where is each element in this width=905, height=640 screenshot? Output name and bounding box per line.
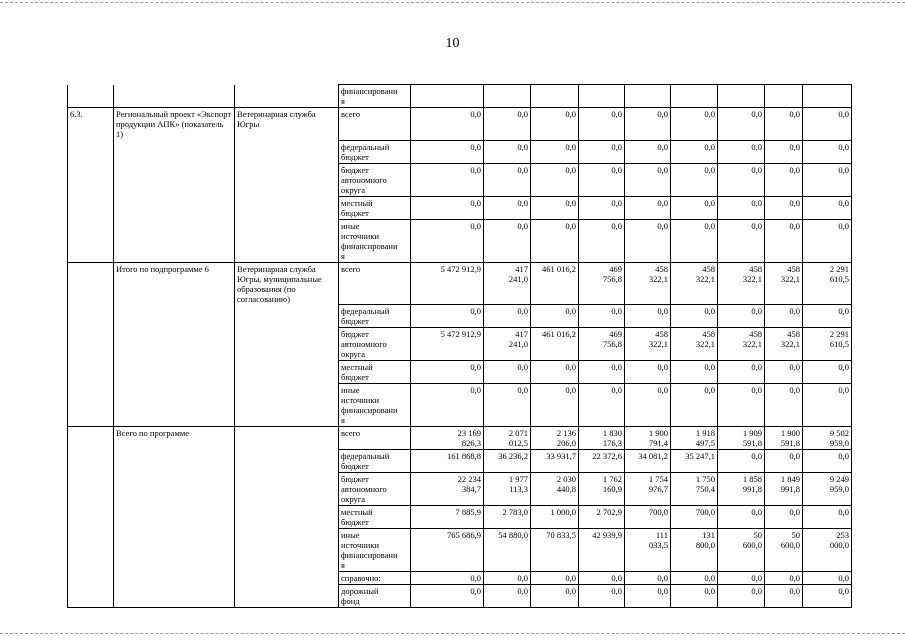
value-cell: 0,0 — [579, 108, 625, 141]
value-cell — [579, 85, 625, 108]
value-cell: 0,0 — [411, 219, 484, 262]
section-code-cell — [68, 328, 114, 361]
section-executor-cell — [235, 305, 339, 328]
section-executor-cell — [235, 219, 339, 262]
value-cell: 0,0 — [411, 196, 484, 219]
section-executor-cell — [235, 473, 339, 506]
value-cell: 0,0 — [803, 196, 852, 219]
section-name-cell — [114, 427, 235, 450]
source-cell: федеральный бюджет — [339, 450, 411, 473]
section-code-cell — [68, 305, 114, 328]
value-cell: 0,0 — [625, 219, 671, 262]
value-cell: 22 234 384,7 — [411, 473, 484, 506]
value-cell: 0,0 — [765, 219, 803, 262]
value-cell: 0,0 — [765, 384, 803, 427]
value-cell: 458 322,1 — [625, 328, 671, 361]
table-row — [68, 506, 852, 529]
value-cell: 2 071 012,5 — [484, 427, 531, 450]
value-cell: 9 249 959,0 — [803, 473, 852, 506]
value-cell: 0,0 — [484, 196, 531, 219]
value-cell: 700,0 — [625, 506, 671, 529]
section-code-cell — [68, 108, 114, 141]
value-cell: 0,0 — [765, 108, 803, 141]
value-cell: 0,0 — [803, 163, 852, 196]
value-cell: 0,0 — [484, 140, 531, 163]
value-cell: 0,0 — [625, 140, 671, 163]
table-row — [68, 219, 852, 262]
section-executor-cell — [235, 140, 339, 163]
table-row — [68, 529, 852, 572]
value-cell: 765 686,9 — [411, 529, 484, 572]
value-cell: 0,0 — [531, 384, 579, 427]
value-cell: 0,0 — [765, 361, 803, 384]
section-executor-cell — [235, 163, 339, 196]
section-name-cell — [114, 585, 235, 608]
value-cell: 0,0 — [765, 305, 803, 328]
source-cell: всего — [339, 427, 411, 450]
value-cell: 0,0 — [531, 585, 579, 608]
section-executor-cell — [235, 427, 339, 450]
section-name-cell — [114, 196, 235, 219]
section-name-cell — [114, 140, 235, 163]
value-cell: 2 783,0 — [484, 506, 531, 529]
table-row — [68, 108, 852, 141]
value-cell: 0,0 — [803, 572, 852, 585]
value-cell: 0,0 — [625, 361, 671, 384]
section-executor-cell — [235, 361, 339, 384]
table-row — [68, 196, 852, 219]
value-cell: 0,0 — [579, 384, 625, 427]
value-cell — [484, 85, 531, 108]
value-cell: 0,0 — [765, 572, 803, 585]
value-cell: 0,0 — [671, 108, 718, 141]
section-code-cell — [68, 506, 114, 529]
value-cell — [803, 85, 852, 108]
section-name-cell — [114, 506, 235, 529]
value-cell: 33 931,7 — [531, 450, 579, 473]
section-name-cell — [114, 361, 235, 384]
value-cell: 458 322,1 — [625, 262, 671, 305]
source-cell: иные источники финансировани я — [339, 219, 411, 262]
value-cell: 0,0 — [718, 572, 765, 585]
value-cell: 0,0 — [484, 108, 531, 141]
section-name-cell — [114, 384, 235, 427]
table-row — [68, 585, 852, 608]
value-cell: 417 241,0 — [484, 262, 531, 305]
table-row — [68, 473, 852, 506]
value-cell: 34 081,2 — [625, 450, 671, 473]
value-cell: 0,0 — [671, 219, 718, 262]
value-cell: 0,0 — [718, 450, 765, 473]
source-cell: иные источники финансировани я — [339, 384, 411, 427]
value-cell: 0,0 — [803, 305, 852, 328]
value-cell: 0,0 — [671, 572, 718, 585]
value-cell: 0,0 — [531, 219, 579, 262]
value-cell: 0,0 — [671, 305, 718, 328]
value-cell: 0,0 — [765, 163, 803, 196]
source-cell: финансировани я — [339, 85, 411, 108]
value-cell: 0,0 — [671, 163, 718, 196]
table-row — [68, 140, 852, 163]
table-row — [68, 328, 852, 361]
section-code-cell — [68, 163, 114, 196]
source-cell: дорожный фонд — [339, 585, 411, 608]
value-cell: 0,0 — [411, 384, 484, 427]
section-name-cell-text: Региональный проект «Экспорт продукции АПК» (показатель 1) — [116, 109, 232, 139]
value-cell: 469 756,8 — [579, 262, 625, 305]
scan-edge-bottom — [0, 633, 905, 634]
section-code-cell — [68, 572, 114, 585]
value-cell: 0,0 — [579, 163, 625, 196]
value-cell: 0,0 — [765, 196, 803, 219]
name-cell — [114, 85, 235, 108]
value-cell: 1 830 176,3 — [579, 427, 625, 450]
value-cell: 0,0 — [411, 572, 484, 585]
code-cell — [68, 85, 114, 108]
value-cell: 0,0 — [531, 361, 579, 384]
table-row — [68, 572, 852, 585]
value-cell: 458 322,1 — [765, 328, 803, 361]
section-code-cell — [68, 361, 114, 384]
value-cell: 0,0 — [579, 196, 625, 219]
value-cell: 1 900 591,8 — [765, 427, 803, 450]
value-cell: 0,0 — [579, 585, 625, 608]
value-cell: 0,0 — [531, 305, 579, 328]
value-cell: 1 900 791,4 — [625, 427, 671, 450]
value-cell: 469 756,8 — [579, 328, 625, 361]
section-name-cell-text: Всего по программе — [116, 428, 189, 438]
value-cell: 7 885,9 — [411, 506, 484, 529]
section-executor-cell — [235, 262, 339, 305]
value-cell: 0,0 — [765, 506, 803, 529]
source-cell: местный бюджет — [339, 361, 411, 384]
value-cell: 417 241,0 — [484, 328, 531, 361]
value-cell: 2 030 440,8 — [531, 473, 579, 506]
value-cell: 0,0 — [579, 140, 625, 163]
value-cell: 0,0 — [803, 585, 852, 608]
value-cell: 0,0 — [803, 219, 852, 262]
value-cell: 0,0 — [531, 163, 579, 196]
value-cell: 0,0 — [671, 196, 718, 219]
value-cell — [718, 85, 765, 108]
section-name-cell — [114, 473, 235, 506]
value-cell: 50 600,0 — [718, 529, 765, 572]
table-row — [68, 450, 852, 473]
value-cell: 458 322,1 — [671, 262, 718, 305]
page-number: 10 — [445, 36, 460, 51]
table-row — [68, 262, 852, 305]
section-code-cell — [68, 219, 114, 262]
value-cell: 0,0 — [803, 384, 852, 427]
section-code-cell — [68, 427, 114, 450]
value-cell: 458 322,1 — [765, 262, 803, 305]
value-cell: 0,0 — [411, 140, 484, 163]
value-cell: 0,0 — [803, 361, 852, 384]
value-cell: 0,0 — [411, 108, 484, 141]
value-cell: 23 169 826,3 — [411, 427, 484, 450]
value-cell: 253 000,0 — [803, 529, 852, 572]
value-cell: 0,0 — [625, 163, 671, 196]
scan-edge-top — [0, 2, 905, 3]
section-name-cell — [114, 328, 235, 361]
section-name-cell — [114, 262, 235, 305]
value-cell: 70 833,5 — [531, 529, 579, 572]
value-cell: 1 754 976,7 — [625, 473, 671, 506]
value-cell: 5 472 912,9 — [411, 328, 484, 361]
value-cell: 0,0 — [718, 140, 765, 163]
source-cell: федеральный бюджет — [339, 305, 411, 328]
value-cell: 0,0 — [579, 219, 625, 262]
value-cell: 1 750 750,4 — [671, 473, 718, 506]
value-cell: 42 939,9 — [579, 529, 625, 572]
value-cell: 9 502 959,0 — [803, 427, 852, 450]
value-cell: 0,0 — [625, 572, 671, 585]
budget-table — [67, 84, 852, 608]
value-cell: 0,0 — [579, 361, 625, 384]
section-executor-cell — [235, 108, 339, 141]
value-cell: 0,0 — [531, 140, 579, 163]
value-cell: 0,0 — [579, 572, 625, 585]
value-cell — [625, 85, 671, 108]
source-cell: бюджет автономного округа — [339, 163, 411, 196]
value-cell: 458 322,1 — [718, 262, 765, 305]
section-name-cell — [114, 450, 235, 473]
value-cell: 461 016,2 — [531, 328, 579, 361]
value-cell: 2 291 610,5 — [803, 262, 852, 305]
source-cell: всего — [339, 108, 411, 141]
value-cell: 0,0 — [625, 108, 671, 141]
value-cell: 0,0 — [411, 361, 484, 384]
value-cell: 1 762 160,9 — [579, 473, 625, 506]
value-cell: 0,0 — [718, 163, 765, 196]
section-executor-cell — [235, 585, 339, 608]
section-name-cell — [114, 529, 235, 572]
table-row — [68, 85, 852, 108]
source-cell: всего — [339, 262, 411, 305]
section-code-cell — [68, 196, 114, 219]
value-cell — [531, 85, 579, 108]
value-cell: 2 702,9 — [579, 506, 625, 529]
value-cell: 0,0 — [411, 585, 484, 608]
section-code-cell — [68, 384, 114, 427]
value-cell: 0,0 — [718, 219, 765, 262]
value-cell: 0,0 — [803, 506, 852, 529]
section-executor-cell — [235, 384, 339, 427]
section-executor-cell — [235, 196, 339, 219]
value-cell: 461 016,2 — [531, 262, 579, 305]
section-executor-cell-text: Ветеринарная служба Югры — [237, 109, 316, 129]
value-cell: 0,0 — [625, 585, 671, 608]
section-name-cell — [114, 163, 235, 196]
section-executor-cell — [235, 328, 339, 361]
source-cell: справочно: — [339, 572, 411, 585]
value-cell: 0,0 — [531, 108, 579, 141]
value-cell: 0,0 — [671, 384, 718, 427]
value-cell: 35 247,1 — [671, 450, 718, 473]
value-cell: 0,0 — [765, 450, 803, 473]
value-cell: 0,0 — [671, 140, 718, 163]
table-row — [68, 384, 852, 427]
value-cell: 0,0 — [484, 305, 531, 328]
section-code-cell — [68, 585, 114, 608]
section-code-cell — [68, 140, 114, 163]
value-cell: 0,0 — [718, 108, 765, 141]
value-cell — [411, 85, 484, 108]
source-cell: федеральный бюджет — [339, 140, 411, 163]
section-code-cell — [68, 262, 114, 305]
value-cell: 0,0 — [765, 140, 803, 163]
value-cell: 131 800,0 — [671, 529, 718, 572]
value-cell: 111 033,5 — [625, 529, 671, 572]
value-cell: 458 322,1 — [671, 328, 718, 361]
section-name-cell — [114, 219, 235, 262]
table-row — [68, 305, 852, 328]
value-cell: 50 600,0 — [765, 529, 803, 572]
section-executor-cell — [235, 450, 339, 473]
value-cell: 0,0 — [484, 384, 531, 427]
value-cell: 0,0 — [411, 163, 484, 196]
value-cell: 1 909 591,8 — [718, 427, 765, 450]
section-code-cell — [68, 473, 114, 506]
value-cell: 0,0 — [531, 572, 579, 585]
value-cell: 458 322,1 — [718, 328, 765, 361]
section-name-cell-text: Итого по подпрограмме 6 — [116, 263, 209, 274]
source-cell: местный бюджет — [339, 506, 411, 529]
value-cell: 54 880,0 — [484, 529, 531, 572]
value-cell: 0,0 — [484, 219, 531, 262]
source-cell: бюджет автономного округа — [339, 473, 411, 506]
table-row — [68, 163, 852, 196]
table-row — [68, 427, 852, 450]
value-cell: 0,0 — [718, 506, 765, 529]
section-code-cell — [68, 450, 114, 473]
value-cell: 0,0 — [625, 305, 671, 328]
value-cell: 2 291 610,5 — [803, 328, 852, 361]
section-executor-cell-text: Ветеринарная служба Югры, муниципальные образования (по согласованию) — [237, 263, 322, 304]
value-cell: 0,0 — [718, 361, 765, 384]
value-cell: 0,0 — [718, 196, 765, 219]
value-cell: 0,0 — [625, 384, 671, 427]
value-cell: 0,0 — [411, 305, 484, 328]
value-cell: 1 858 991,8 — [718, 473, 765, 506]
source-cell: иные источники финансировани я — [339, 529, 411, 572]
value-cell: 0,0 — [803, 108, 852, 141]
section-name-cell — [114, 305, 235, 328]
value-cell: 1 000,0 — [531, 506, 579, 529]
table-row — [68, 361, 852, 384]
value-cell: 0,0 — [671, 361, 718, 384]
value-cell: 0,0 — [625, 196, 671, 219]
value-cell: 0,0 — [484, 361, 531, 384]
value-cell: 0,0 — [531, 196, 579, 219]
value-cell: 0,0 — [579, 305, 625, 328]
section-code-cell-text: 6.3. — [70, 109, 83, 119]
value-cell — [671, 85, 718, 108]
value-cell: 0,0 — [803, 140, 852, 163]
source-cell: бюджет автономного округа — [339, 328, 411, 361]
value-cell: 22 372,6 — [579, 450, 625, 473]
executor-cell — [235, 85, 339, 108]
value-cell: 0,0 — [484, 163, 531, 196]
section-executor-cell — [235, 506, 339, 529]
value-cell: 1 918 497,5 — [671, 427, 718, 450]
value-cell: 2 136 206,0 — [531, 427, 579, 450]
source-cell: местный бюджет — [339, 196, 411, 219]
value-cell: 1 849 991,8 — [765, 473, 803, 506]
value-cell: 0,0 — [484, 572, 531, 585]
value-cell: 1 977 113,3 — [484, 473, 531, 506]
section-name-cell — [114, 108, 235, 141]
value-cell: 0,0 — [718, 384, 765, 427]
value-cell: 0,0 — [718, 585, 765, 608]
value-cell: 700,0 — [671, 506, 718, 529]
value-cell — [765, 85, 803, 108]
section-executor-cell — [235, 572, 339, 585]
value-cell: 0,0 — [718, 305, 765, 328]
section-executor-cell — [235, 529, 339, 572]
value-cell: 5 472 912,9 — [411, 262, 484, 305]
value-cell: 0,0 — [484, 585, 531, 608]
section-name-cell — [114, 572, 235, 585]
value-cell: 0,0 — [765, 585, 803, 608]
value-cell: 161 868,8 — [411, 450, 484, 473]
section-code-cell — [68, 529, 114, 572]
value-cell: 36 236,2 — [484, 450, 531, 473]
value-cell: 0,0 — [803, 450, 852, 473]
value-cell: 0,0 — [671, 585, 718, 608]
